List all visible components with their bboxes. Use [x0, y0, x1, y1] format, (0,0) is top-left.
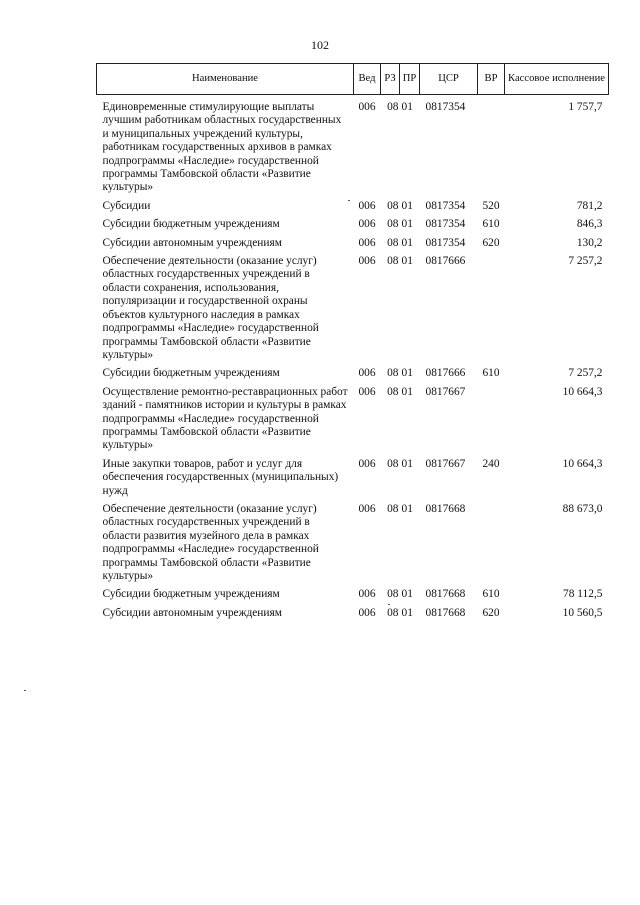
table-row — [97, 250, 609, 362]
header-ved: Вед — [354, 64, 381, 95]
cell-pr: 01 — [401, 606, 413, 619]
cell-ved: 006 — [358, 236, 376, 249]
cell-ved: 006 — [358, 199, 376, 212]
table-row — [97, 232, 609, 250]
cell-vr: 610 — [482, 367, 500, 380]
budget-execution-table — [96, 63, 609, 620]
cell-sum: 78 112,5 — [563, 588, 603, 601]
cell-sum: 10 664,3 — [562, 457, 603, 470]
cell-ved: 006 — [358, 588, 376, 601]
cell-ved: 006 — [358, 367, 376, 380]
cell-sum: 10 560,5 — [562, 606, 603, 619]
cell-vr — [478, 498, 505, 583]
cell-name: Иные закупки товаров, работ и услуг для обеспечения государственных (муниципальных) нужд — [102, 457, 339, 497]
cell-pr: 01 — [401, 255, 413, 268]
cell-pr: 01 — [401, 236, 413, 249]
table-row — [97, 583, 609, 601]
header-csr: ЦСР — [420, 64, 478, 95]
header-sum: Кассовое исполнение — [505, 64, 609, 95]
cell-csr: 0817668 — [425, 606, 466, 619]
cell-ved: 006 — [358, 502, 376, 515]
cell-csr: 0817354 — [425, 101, 466, 113]
cell-name: Субсидии бюджетным учреждениям — [102, 588, 280, 601]
cell-ved: 006 — [358, 385, 376, 398]
cell-vr: 520 — [482, 199, 500, 212]
cell-rz: 08 — [387, 588, 399, 601]
cell-csr: 0817667 — [425, 385, 466, 398]
cell-csr: 0817354 — [425, 218, 466, 231]
table-row — [97, 498, 609, 583]
cell-ved: 006 — [358, 101, 376, 113]
cell-vr: 610 — [482, 588, 500, 601]
cell-ved: 006 — [358, 255, 376, 268]
header-rz: РЗ — [381, 64, 400, 95]
cell-csr: 0817668 — [425, 588, 466, 601]
cell-sum: 1 757,7 — [568, 101, 603, 113]
cell-name: Осуществление ремонтно-реставрационных работ зданий - памятников истории и культуры в рамках подпрограммы «Наследие» государственной программы Тамбовской области «Развитие культуры» — [102, 385, 348, 452]
cell-vr: 610 — [482, 218, 500, 231]
cell-name: Субсидии автономным учреждениям — [102, 606, 282, 619]
cell-pr: 01 — [401, 588, 413, 601]
cell-pr: 01 — [401, 367, 413, 380]
header-pr: ПР — [400, 64, 420, 95]
cell-vr — [478, 381, 505, 453]
cell-name: Субсидии бюджетным учреждениям — [102, 218, 280, 231]
table-row — [97, 381, 609, 453]
cell-pr: 01 — [401, 218, 413, 231]
cell-pr: 01 — [401, 199, 413, 212]
cell-rz: 08 — [387, 457, 399, 470]
cell-csr: 0817668 — [425, 502, 466, 515]
cell-sum: 10 664,3 — [562, 385, 603, 398]
scan-speck — [388, 604, 390, 605]
cell-rz: 08 — [387, 367, 399, 380]
cell-csr: 0817667 — [425, 457, 466, 470]
cell-sum: 88 673,0 — [562, 502, 603, 515]
table-row — [97, 362, 609, 380]
header-vr: ВР — [478, 64, 505, 95]
header-name: Наименование — [97, 64, 354, 95]
cell-rz: 08 — [387, 255, 399, 268]
cell-csr: 0817666 — [425, 367, 466, 380]
cell-pr: 01 — [401, 457, 413, 470]
cell-pr: 01 — [401, 385, 413, 398]
cell-name: Субсидии бюджетным учреждениям — [102, 367, 280, 380]
cell-sum: 781,2 — [576, 199, 603, 212]
cell-ved: 006 — [358, 218, 376, 231]
table-header — [97, 64, 609, 95]
table-row — [97, 95, 609, 195]
cell-pr: 01 — [401, 101, 413, 113]
cell-rz: 08 — [387, 502, 399, 515]
cell-csr: 0817354 — [425, 199, 466, 212]
cell-name: Субсидии — [102, 199, 151, 212]
page-number: 102 — [311, 38, 329, 52]
cell-rz: 08 — [387, 199, 399, 212]
cell-name: Единовременные стимулирующие выплаты лучшим работникам областных государственных и муниципальных учреждений культуры, работникам государственных архивов в рамках подпрограммы «Наследие» государственной программы Тамбовской области «Развитие культуры» — [102, 101, 342, 194]
cell-sum: 846,3 — [576, 218, 603, 231]
table-body — [97, 95, 609, 621]
scan-speck — [24, 690, 26, 691]
scan-speck — [348, 200, 350, 201]
cell-csr: 0817354 — [425, 236, 466, 249]
table-row — [97, 195, 609, 213]
cell-rz: 08 — [387, 236, 399, 249]
cell-vr — [478, 250, 505, 362]
table-row — [97, 213, 609, 231]
cell-name: Обеспечение деятельности (оказание услуг) областных государственных учреждений в области развития музейного дела в рамках подпрограммы «Наследие» государственной программы Тамбовской области «Развитие культуры» — [102, 502, 319, 582]
table-row — [97, 602, 609, 620]
cell-sum: 130,2 — [576, 236, 603, 249]
cell-ved: 006 — [358, 457, 376, 470]
cell-csr: 0817666 — [425, 255, 466, 268]
cell-rz: 08 — [387, 606, 399, 619]
cell-rz: 08 — [387, 218, 399, 231]
cell-rz: 08 — [387, 101, 399, 113]
cell-name: Субсидии автономным учреждениям — [102, 236, 282, 249]
cell-vr: 620 — [482, 606, 500, 619]
cell-ved: 006 — [358, 606, 376, 619]
cell-vr — [478, 95, 505, 195]
cell-sum: 7 257,2 — [568, 255, 603, 268]
cell-name: Обеспечение деятельности (оказание услуг) областных государственных учреждений в области сохранения, использования, популяризации и государственной охраны объектов культурного наследия в рамках подпрограммы «Наследие» государственной программы Тамбовской области «Развитие культуры» — [102, 255, 319, 361]
cell-vr: 620 — [482, 236, 500, 249]
cell-rz: 08 — [387, 385, 399, 398]
cell-vr: 240 — [482, 457, 500, 470]
table-row — [97, 453, 609, 498]
cell-pr: 01 — [401, 502, 413, 515]
cell-sum: 7 257,2 — [568, 367, 603, 380]
